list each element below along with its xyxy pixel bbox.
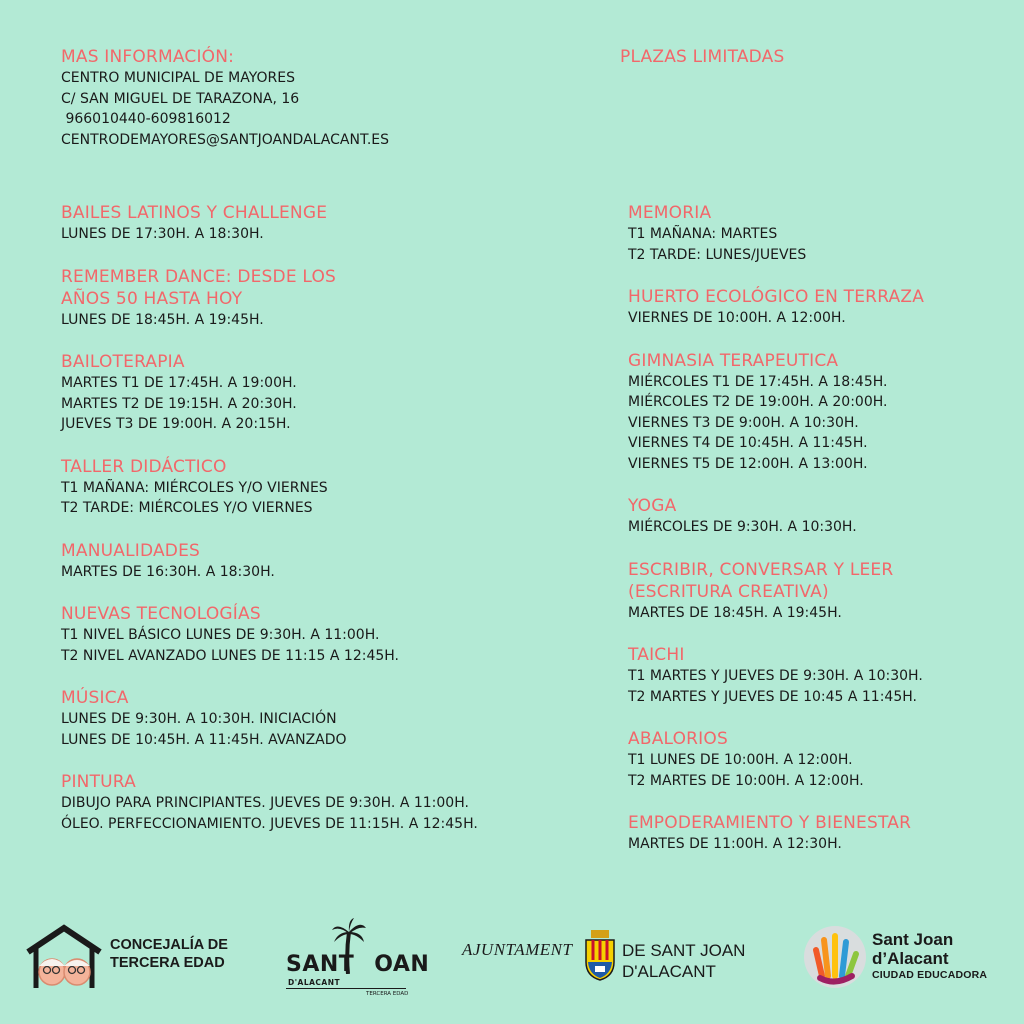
plazas-limitadas: PLAZAS LIMITADAS bbox=[620, 47, 785, 67]
concejalia-line: CONCEJALÍA DE bbox=[110, 937, 228, 953]
activity-block bbox=[61, 266, 601, 331]
ajuntament-label: AJUNTAMENT bbox=[462, 940, 573, 959]
ciudad-educadora-logo bbox=[802, 924, 868, 990]
activity-schedule: MARTES T1 DE 17:45H. A 19:00H. bbox=[61, 375, 297, 391]
ajuntament-shield bbox=[584, 930, 616, 982]
ajuntament-name bbox=[622, 940, 745, 982]
activity-title: GIMNASIA TERAPEUTICA bbox=[628, 350, 839, 371]
activity-title: HUERTO ECOLÓGICO EN TERRAZA bbox=[628, 287, 925, 307]
activity-title: TAICHI bbox=[628, 645, 685, 665]
coat-of-arms-icon bbox=[584, 930, 616, 982]
activity-title: PINTURA bbox=[61, 772, 136, 792]
activity-block bbox=[628, 286, 1018, 329]
educadora-line3: CIUDAD EDUCADORA bbox=[872, 969, 988, 981]
santjoan-sub: D'ALACANT bbox=[288, 978, 341, 987]
activity-schedule: LUNES DE 17:30H. A 18:30H. bbox=[61, 226, 264, 242]
activity-block bbox=[61, 771, 601, 834]
educadora-line1: Sant Joan bbox=[872, 930, 954, 949]
santjoan-tercera-edad-logo bbox=[286, 918, 430, 1004]
house-faces-icon bbox=[24, 922, 104, 992]
activity-title: MANUALIDADES bbox=[61, 540, 201, 561]
activity-title: MÚSICA bbox=[61, 688, 129, 708]
activity-schedule: ÓLEO. PERFECCIONAMIENTO. JUEVES DE 11:15H. A 12:45H. bbox=[61, 815, 478, 832]
activity-title: BAILOTERAPIA bbox=[61, 352, 185, 372]
activity-schedule: DIBUJO PARA PRINCIPIANTES. JUEVES DE 9:30H. A 11:00H. bbox=[61, 795, 469, 811]
ciudad-educadora-text bbox=[872, 930, 987, 982]
activity-schedule: JUEVES T3 DE 19:00H. A 20:15H. bbox=[61, 416, 291, 432]
santjoan-word-sant: SANT bbox=[286, 952, 355, 977]
santjoan-word-joan: OAN bbox=[374, 952, 430, 977]
activity-block bbox=[628, 644, 1018, 707]
footer-logos bbox=[0, 918, 1024, 1008]
concejalia-logo bbox=[24, 922, 104, 992]
activity-schedule: VIERNES T5 DE 12:00H. A 13:00H. bbox=[628, 455, 868, 472]
activity-block bbox=[628, 350, 1018, 475]
santjoan-divider bbox=[286, 988, 406, 989]
concejalia-line: TERCERA EDAD bbox=[110, 955, 225, 971]
activity-title: ESCRIBIR, CONVERSAR Y LEER bbox=[628, 559, 894, 580]
activity-schedule: T1 MAÑANA: MIÉRCOLES Y/O VIERNES bbox=[61, 479, 328, 496]
activity-schedule: T1 LUNES DE 10:00H. A 12:00H. bbox=[628, 752, 853, 768]
activity-schedule: MIÉRCOLES T2 DE 19:00H. A 20:00H. bbox=[628, 394, 888, 410]
activity-block bbox=[628, 202, 1018, 265]
activity-title: REMEMBER DANCE: DESDE LOS bbox=[61, 266, 337, 287]
activity-block bbox=[61, 540, 601, 583]
activity-block bbox=[61, 687, 601, 750]
activity-schedule: LUNES DE 9:30H. A 10:30H. INICIACIÓN bbox=[61, 711, 337, 727]
activity-title: AÑOS 50 HASTA HOY bbox=[61, 288, 243, 309]
activity-title: MEMORIA bbox=[628, 203, 712, 223]
info-line: C/ SAN MIGUEL DE TARAZONA, 16 bbox=[61, 90, 300, 107]
activity-title: YOGA bbox=[628, 496, 677, 516]
activity-schedule: LUNES DE 10:45H. A 11:45H. AVANZADO bbox=[61, 731, 347, 748]
concejalia-text bbox=[110, 936, 228, 972]
activity-schedule: MARTES DE 11:00H. A 12:30H. bbox=[628, 836, 842, 852]
activity-schedule: MARTES DE 18:45H. A 19:45H. bbox=[628, 604, 842, 621]
activity-title: EMPODERAMIENTO Y BIENESTAR bbox=[628, 813, 912, 833]
activity-schedule: MIÉRCOLES DE 9:30H. A 10:30H. bbox=[628, 519, 857, 535]
activity-block bbox=[628, 728, 1018, 791]
activity-schedule: MARTES DE 16:30H. A 18:30H. bbox=[61, 563, 275, 580]
activity-schedule: T1 MARTES Y JUEVES DE 9:30H. A 10:30H. bbox=[628, 668, 923, 684]
activity-schedule: T2 NIVEL AVANZADO LUNES DE 11:15 A 12:45H. bbox=[61, 647, 399, 664]
activity-block bbox=[61, 202, 601, 245]
activity-schedule: T2 TARDE: MIÉRCOLES Y/O VIERNES bbox=[61, 500, 313, 516]
colored-hands-icon bbox=[802, 924, 868, 990]
activity-title: NUEVAS TECNOLOGÍAS bbox=[61, 604, 261, 624]
activity-schedule: VIERNES T3 DE 9:00H. A 10:30H. bbox=[628, 414, 859, 431]
activity-block bbox=[61, 351, 601, 435]
activity-schedule: T1 NIVEL BÁSICO LUNES DE 9:30H. A 11:00H. bbox=[61, 627, 380, 643]
activity-block bbox=[628, 495, 1018, 538]
info-line: 966010440-609816012 bbox=[61, 111, 231, 127]
activity-schedule: T2 MARTES Y JUEVES DE 10:45 A 11:45H. bbox=[628, 688, 917, 705]
info-heading: MAS INFORMACIÓN: bbox=[61, 47, 235, 67]
activity-title: ABALORIOS bbox=[628, 729, 728, 749]
info-email: CENTRODEMAYORES@SANTJOANDALACANT.ES bbox=[61, 131, 390, 148]
activity-block bbox=[628, 812, 1018, 855]
left-activities bbox=[61, 202, 601, 834]
santjoan-wordmark bbox=[286, 952, 429, 977]
activity-schedule: MIÉRCOLES T1 DE 17:45H. A 18:45H. bbox=[628, 373, 888, 390]
activity-title: BAILES LATINOS Y CHALLENGE bbox=[61, 203, 328, 223]
activity-schedule: MARTES T2 DE 19:15H. A 20:30H. bbox=[61, 395, 297, 412]
santjoan-small: TERCERA EDAD bbox=[366, 991, 409, 997]
activity-title: TALLER DIDÁCTICO bbox=[61, 456, 227, 477]
activity-block bbox=[61, 603, 601, 666]
activity-block bbox=[628, 559, 1018, 624]
activity-schedule: T1 MAÑANA: MARTES bbox=[628, 226, 778, 242]
activity-schedule: T2 MARTES DE 10:00H. A 12:00H. bbox=[628, 772, 864, 789]
right-activities bbox=[628, 202, 1018, 855]
activity-block bbox=[61, 456, 601, 519]
ajuntament-line: D'ALACANT bbox=[622, 962, 716, 981]
ajuntament-line: DE SANT JOAN bbox=[622, 941, 746, 960]
activity-title: (ESCRITURA CREATIVA) bbox=[628, 581, 829, 602]
info-block bbox=[61, 46, 389, 150]
educadora-line2: d’Alacant bbox=[872, 949, 949, 968]
activity-schedule: T2 TARDE: LUNES/JUEVES bbox=[628, 246, 807, 263]
info-line: CENTRO MUNICIPAL DE MAYORES bbox=[61, 70, 295, 86]
activity-schedule: LUNES DE 18:45H. A 19:45H. bbox=[61, 311, 264, 328]
activity-schedule: VIERNES T4 DE 10:45H. A 11:45H. bbox=[628, 435, 868, 451]
activity-schedule: VIERNES DE 10:00H. A 12:00H. bbox=[628, 310, 846, 326]
